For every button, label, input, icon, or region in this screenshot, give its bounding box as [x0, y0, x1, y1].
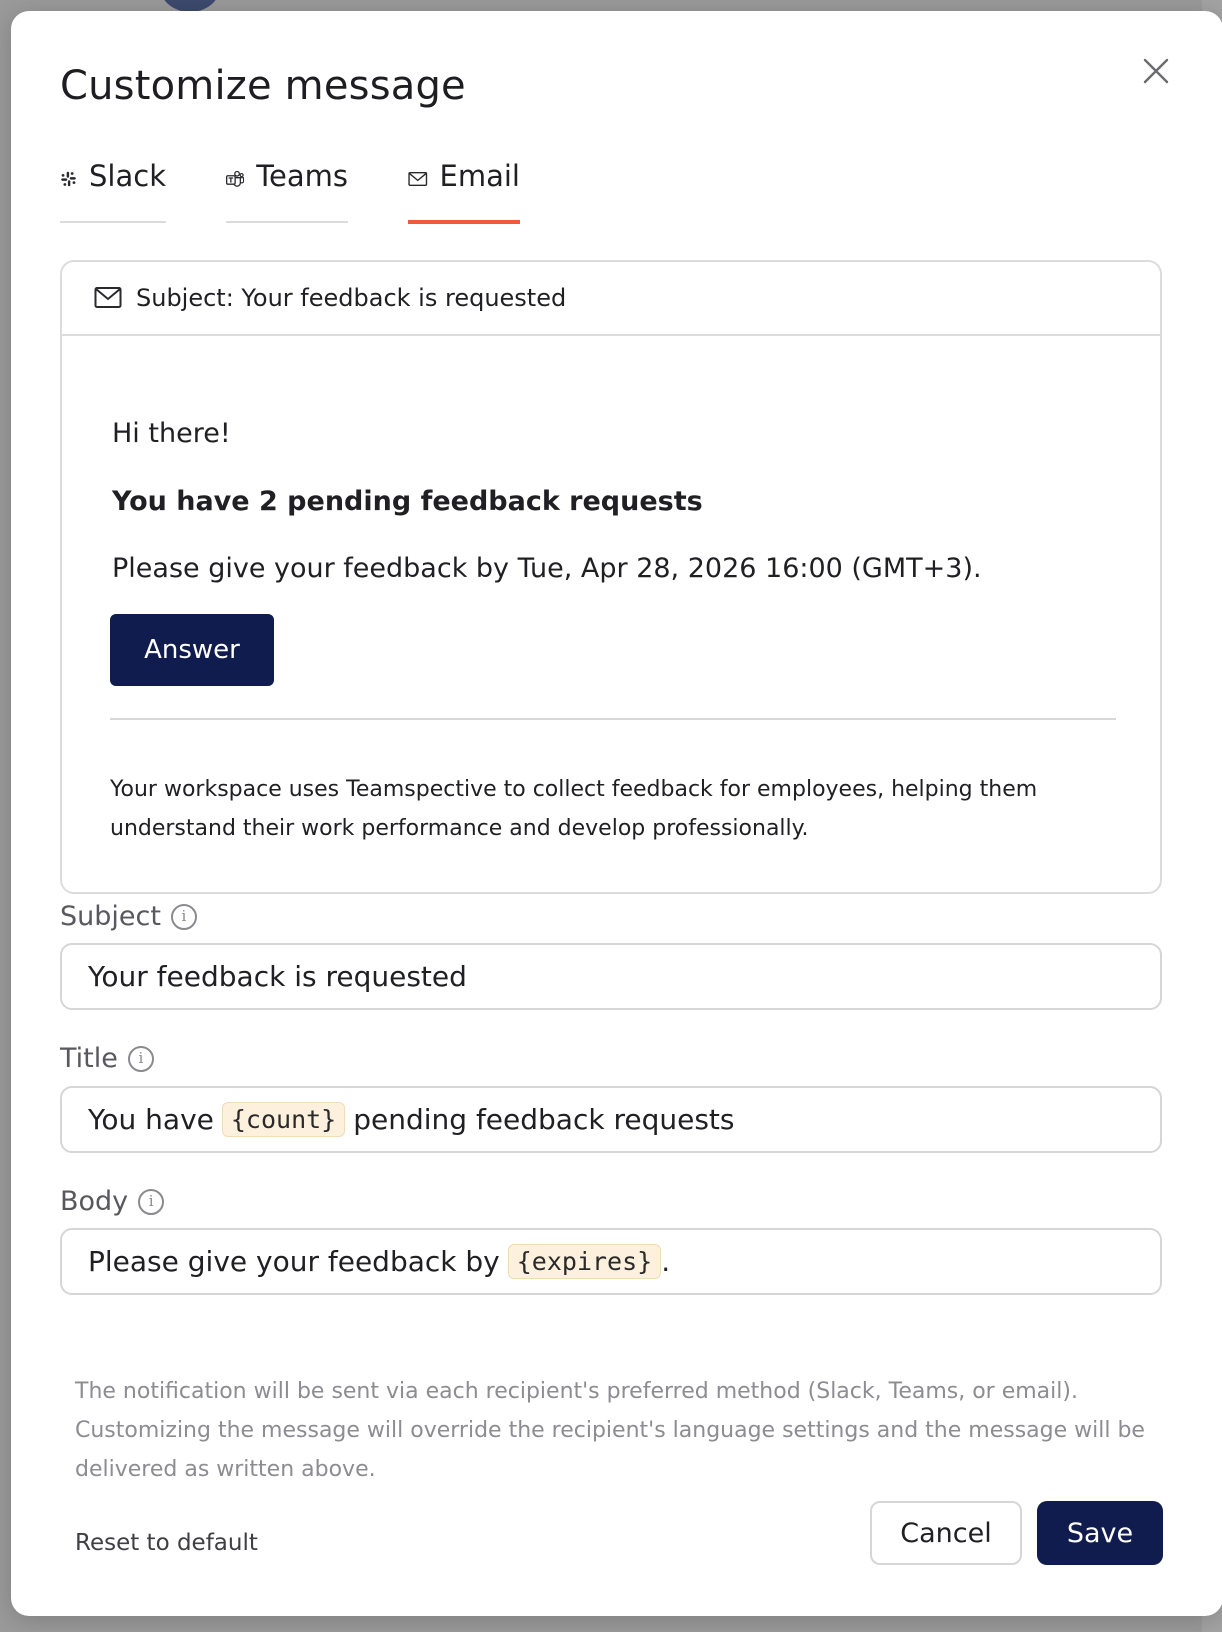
count-token: {count}	[222, 1102, 345, 1137]
tab-label: Email	[439, 159, 520, 193]
channel-tabs	[60, 153, 1160, 223]
info-icon[interactable]: i	[171, 904, 197, 930]
close-icon	[1142, 57, 1170, 85]
title-text-before: You have	[88, 1103, 214, 1136]
tab-underline	[226, 221, 348, 223]
customize-message-dialog	[11, 11, 1222, 1616]
preview-subject: Subject: Your feedback is requested	[136, 284, 567, 312]
tab-slack[interactable]	[60, 153, 166, 223]
body-label-text: Body	[60, 1186, 129, 1217]
subject-value: Your feedback is requested	[88, 960, 467, 993]
tab-email[interactable]	[408, 153, 520, 223]
slack-icon	[60, 165, 77, 193]
info-icon[interactable]: i	[138, 1189, 164, 1215]
delivery-note: The notification will be sent via each recipient's preferred method (Slack, Teams, or email). Customizing the message will override the recipient's language settings and the message will be delivered as written above.	[75, 1379, 1145, 1482]
preview-title: You have 2 pending feedback requests	[112, 486, 703, 517]
preview-divider	[110, 718, 1116, 720]
title-text-after: pending feedback requests	[353, 1103, 735, 1136]
title-label	[60, 1043, 154, 1074]
mail-icon	[94, 286, 122, 310]
dialog-title: Customize message	[60, 63, 466, 109]
info-icon[interactable]: i	[128, 1046, 154, 1072]
preview-footer-text: Your workspace uses Teamspective to collect feedback for employees, helping them understand their work performance and develop professionally.	[110, 777, 1038, 841]
teams-icon	[226, 165, 244, 193]
body-input[interactable]	[60, 1228, 1162, 1295]
reset-to-default-link[interactable]: Reset to default	[75, 1530, 258, 1556]
answer-button[interactable]: Answer	[110, 614, 274, 686]
tab-label: Slack	[89, 159, 166, 193]
save-button[interactable]: Save	[1037, 1501, 1163, 1565]
close-button[interactable]	[1136, 51, 1176, 91]
body-text-before: Please give your feedback by	[88, 1245, 500, 1278]
preview-subject-row	[62, 262, 1160, 336]
tab-label: Teams	[256, 159, 348, 193]
title-label-text: Title	[60, 1043, 118, 1074]
preview-greeting: Hi there!	[112, 418, 231, 449]
mail-icon	[408, 165, 428, 193]
title-input[interactable]	[60, 1086, 1162, 1153]
tab-teams[interactable]	[226, 153, 348, 223]
email-preview	[60, 260, 1162, 894]
expires-token: {expires}	[508, 1244, 661, 1279]
tab-underline-active	[408, 220, 520, 224]
tab-underline	[60, 221, 166, 223]
body-label	[60, 1186, 164, 1217]
subject-input[interactable]	[60, 943, 1162, 1010]
subject-label	[60, 901, 197, 932]
preview-body: Please give your feedback by Tue, Apr 28, 2026 16:00 (GMT+3).	[112, 553, 982, 584]
body-text-after: .	[661, 1245, 671, 1278]
subject-label-text: Subject	[60, 901, 161, 932]
cancel-button[interactable]: Cancel	[870, 1501, 1022, 1565]
